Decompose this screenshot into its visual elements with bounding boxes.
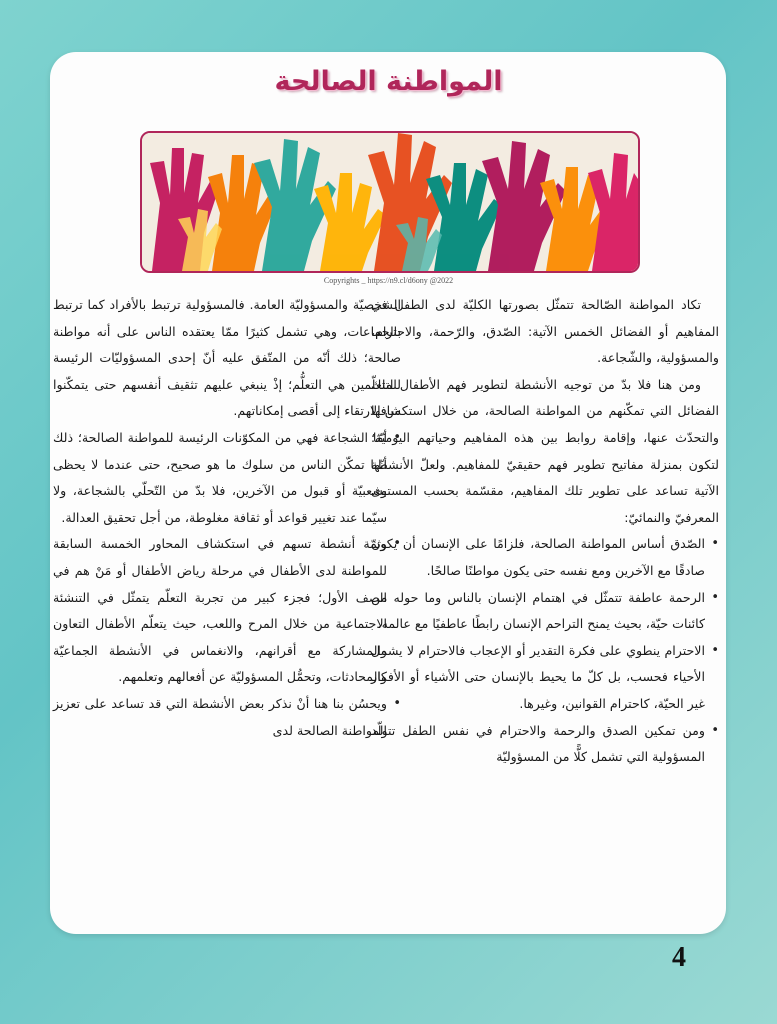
paragraph: تكاد المواطنة الصّالحة تتمثّل بصورتها الكليّة لدى الطفل في المفاهيم أو الفضائل الخمس الآتية: الصّدق، والرّحمة، والاحترام، والمسؤولية، والشّجاعة.: [371, 297, 719, 366]
bullet-list: [53, 425, 401, 744]
page-title: المواطنة الصالحة: [274, 66, 503, 97]
hands-image: [142, 133, 638, 271]
page-number: 4: [672, 942, 686, 973]
list-item: • ويحسُن بنا هنا أنْ نذكر بعض الأنشطة التي قد تساعد على تعزيز المواطنة الصالحة لدى: [53, 691, 387, 744]
list-item: • أمّا الشجاعة فهي من المكوّنات الرئيسة للمواطنة الصالحة؛ ذلك أنّها تمكّن الناس من سلوك ما هو صحيح، حتى عندما لا يحظى بشعبيّة أو قبول من الآخرين، فلا بدّ من التّحلّي بالشجاعة، ولا سيّما عند تغيير قواعد أو ثقافة مغلوطة، من أجل تحقيق العدالة.: [53, 425, 387, 531]
list-item: • الرحمة عاطفة تتمثّل في اهتمام الإنسان بالناس وما حوله من كائنات حيّة، بحيث يمنح التراحم الإنسان رابطًا عاطفيًا مع عالمه.: [371, 585, 705, 638]
paragraph: ومن هنا فلا بدّ من توجيه الأنشطة لتطوير فهم الأطفال لتلك الفضائل التي تمكّنهم من المواطنة الصالحة، من خلال استكشافها والتحدّث عنها، وإقامة روابط بين هذه المفاهيم وحياتهم اليوميّة؛ لتكون بمنزلة مفاتيح تطوير فهم حقيقيّ للمفاهيم. ولعلّ الأنشطة الآتية تساعد على تطوير تلك المفاهيم، مقسّمة بحسب المستوى المعرفيّ والنمائيّ:: [371, 376, 719, 525]
list-item: • الصّدق أساس المواطنة الصالحة، فلزامًا على الإنسان أن يكون صادقًا مع الآخرين ومع نفسه حتى يكون مواطنًا صالحًا.: [371, 531, 705, 584]
paragraph: الشخصيّة والمسؤوليّة العامة. فالمسؤولية ترتبط بالأفراد كما ترتبط بالجماعات، وهي تشمل كثيرًا ممّا يعتقده الناس على أنه مواطنة صالحة؛ ذلك أنّه من المتّفق عليه أنّ إحدى المسؤوليّات الرئيسة للمتعلّمين هي التعلُّم؛ إذْ ينبغي عليهم تثقيف أنفسهم حتى يتمكّنوا من الارتقاء إلى أقصى إمكاناتهم.: [53, 297, 401, 419]
list-item: • وثمّة أنشطة تسهم في استكشاف المحاور الخمسة السابقة للمواطنة لدى الأطفال في مرحلة رياض الأطفال أو مَنْ هم في الصف الأول؛ فجزء كبير من تجربة التعلّم يتمثّل في التنشئة الاجتماعية من خلال المرح واللعب، حيث يتعلّم الأطفال التعاون والمشاركة مع أقرانهم، والانغماس في الأنشطة الجماعيّة والمحادثات، وتحمُّل المسؤوليّة عن أفعالهم وتعلمهم.: [53, 531, 387, 691]
bullet-list: [371, 531, 719, 770]
hands-illustration: [140, 131, 640, 273]
image-copyright: Copyrights _ https://n9.cl/d6ony @2022: [323, 276, 454, 285]
list-item: • ومن تمكين الصدق والرحمة والاحترام في نفس الطفل تتولّد المسؤولية التي تشمل كلًّا من المسؤوليّة: [371, 718, 705, 771]
list-item: • الاحترام ينطوي على فكرة التقدير أو الإعجاب فالاحترام لا يشمل الأحياء فحسب، بل كلّ ما يحيط بالإنسان حتى الأشياء أو الأفكار غير الحيّة، كاحترام القوانين، وغيرها.: [371, 638, 705, 718]
left-column: [53, 292, 401, 744]
right-column: [371, 292, 719, 771]
